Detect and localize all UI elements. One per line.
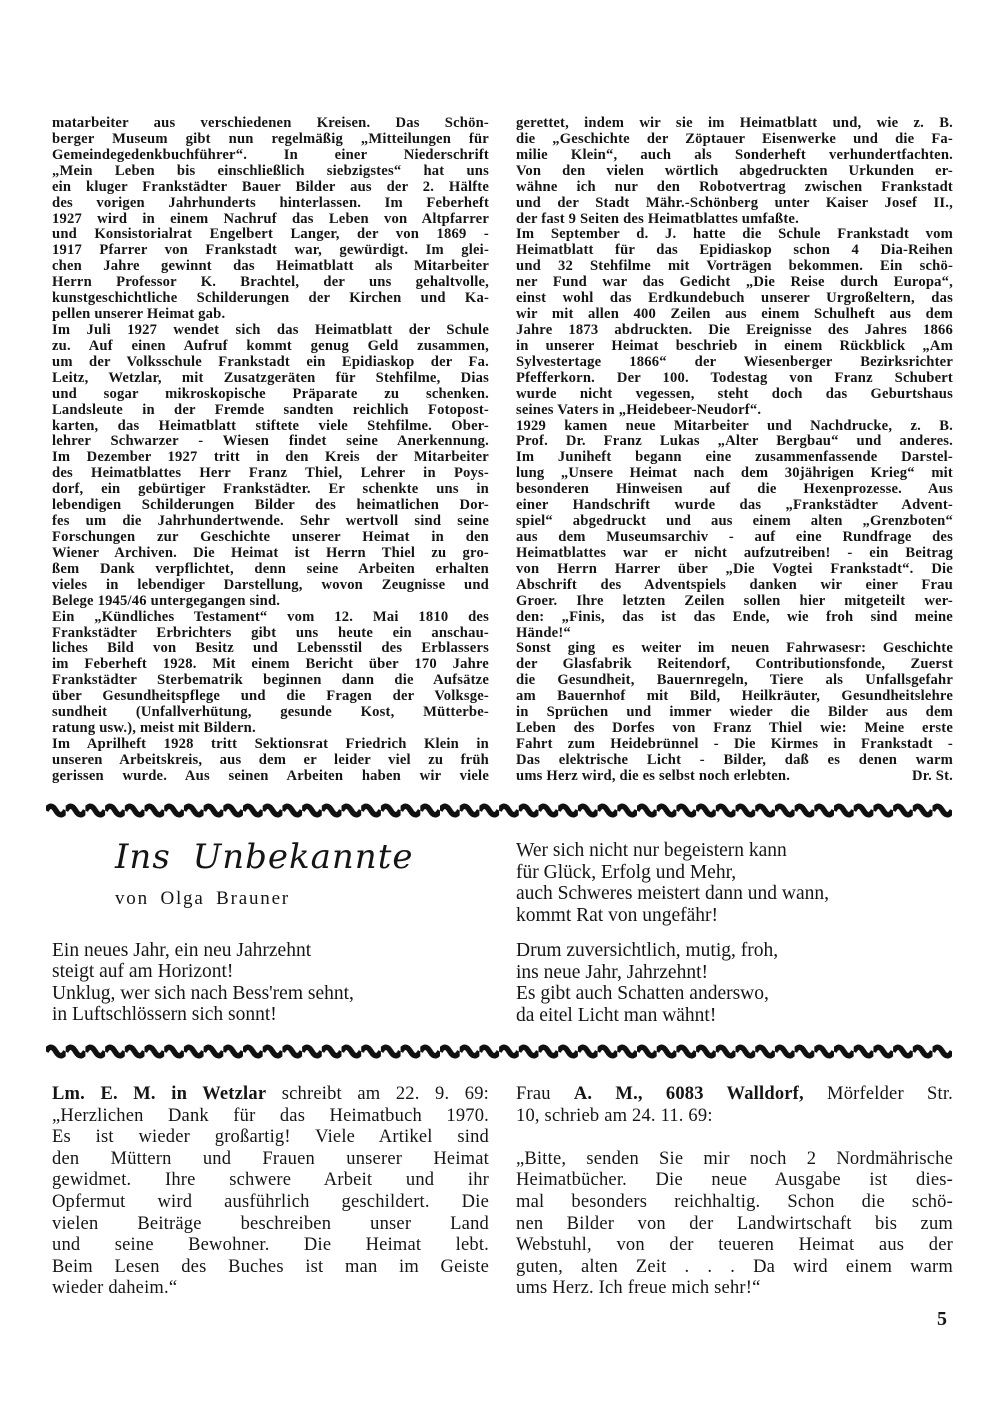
text: ums Herz wird, die es selbst noch erlebten.	[516, 767, 791, 784]
text-line: einer Handschrift wurde das „Frankstädter Advent-	[516, 497, 953, 514]
text: Mörfelder Str.	[803, 1084, 953, 1104]
poem-byline: von Olga Brauner	[115, 888, 290, 909]
text-line: der fast 9 Seiten des Heimatblattes umfaßte.	[516, 210, 799, 227]
text-line: 10, schrieb am 24. 11. 69:	[516, 1105, 713, 1126]
text-line: Landsleute in der Fremde sandten reichlich Fotopost-	[52, 401, 489, 418]
text-line: Opfermut wird ausführlich geschildert. Die	[52, 1191, 489, 1212]
text-line: den Müttern und Frauen unserer Heimat	[52, 1148, 489, 1169]
text-line: Webstuhl, von der teueren Heimat aus der	[516, 1235, 953, 1256]
text-line: Im September d. J. hatte die Schule Frankstadt vom	[516, 226, 953, 243]
text-line: einst wohl das Erdkundebuch unserer Urgroßeltern, das	[516, 290, 953, 307]
text-line: unseren Arbeitskreis, aus dem er leider viel zu früh	[52, 751, 489, 768]
bold-text: A. M., 6083 Walldorf,	[573, 1084, 804, 1104]
text-line: im Feberheft 1928. Mit einem Bericht über 170 Jahre	[52, 656, 489, 673]
text-line: und 32 Stehfilme mit Vorträgen bekommen. Ein schö-	[516, 258, 953, 275]
text-line: lung „Unsere Heimat nach dem 30jährigen Krieg“ mit	[516, 465, 953, 482]
text-line: des Heimatblattes Herr Franz Thiel, Lehrer in Poys-	[52, 465, 489, 482]
text-line: ein kluger Frankstädter Bauer Bilder aus der 2. Hälfte	[52, 178, 489, 195]
text-line: Pfefferkorn. Der 100. Todestag von Franz Schubert	[516, 369, 953, 386]
text-line: auch Schweres meistert dann und wann,	[516, 883, 829, 904]
text: schreibt am 22. 9. 69:	[266, 1084, 490, 1104]
text-line: die Gesundheit, Bauernregeln, Tiere als Unfallsgefahr	[516, 672, 953, 689]
poem-stanza-3	[516, 940, 953, 1026]
text-line: Heimatbücher. Die neue Ausgabe ist dies-	[516, 1170, 953, 1191]
text-line: Groer. Ihre letzten Zeilen sollen hier mitgeteilt wer-	[516, 592, 953, 609]
text-line	[516, 1127, 953, 1149]
text-line: Wiener Archiven. Die Heimat ist Herrn Thiel zu gro-	[52, 544, 489, 561]
text-line: die „Geschichte der Zöptauer Eisenwerke und die Fa-	[516, 130, 953, 147]
text-line: um der Volksschule Frankstadt ein Epidiaskop der Fa.	[52, 353, 489, 370]
text-line: „Herzlichen Dank für das Heimatbuch 1970.	[52, 1105, 489, 1126]
article-text-section	[52, 116, 953, 785]
text-line: mal besonders reichhaltig. Schon die schö-	[516, 1191, 953, 1212]
signature: Dr. St.	[912, 767, 953, 784]
text-line: gewidmet. Ihre schwere Arbeit und ihr	[52, 1170, 489, 1191]
text-line: 1929 kamen neue Mitarbeiter und Nachdrucke, z. B.	[516, 417, 953, 434]
text-line: in unserer Heimat beschrieb in einem Rückblick „Am	[516, 337, 953, 354]
text-line: des vorigen Jahrhunderts hinterlassen. Im Feberheft	[52, 194, 489, 211]
text-line: nen Bilder von der Landwirtschaft bis zum	[516, 1213, 953, 1234]
text-line: über Gesundheitspflege und die Fragen der Volksge-	[52, 688, 489, 705]
letter-wetzlar	[52, 1084, 489, 1300]
text-line: Sonst ging es weiter im neuen Fahrwasesr: Geschichte	[516, 640, 953, 657]
page-number: 5	[937, 1308, 947, 1330]
text-line: spiel“ abgedruckt und aus einem alten „Grenzboten“	[516, 513, 953, 530]
text-line: Herrn Professor K. Brachtel, der uns gehaltvolle,	[52, 274, 489, 291]
text-line: da eitel Licht man wähnt!	[516, 1004, 717, 1026]
text-line: von Herrn Harrer über „Die Vogtei Frankstadt“. Die	[516, 560, 953, 577]
text: Frau	[516, 1084, 574, 1104]
text-line: Abschrift des Adventspiels danken wir einer Frau	[516, 576, 953, 593]
text-line: karten, das Heimatblatt stiftete viele Stehfilme. Ober-	[52, 417, 489, 434]
wavy-divider-top	[46, 803, 952, 818]
text-line: „Bitte, senden Sie mir noch 2 Nordmährische	[516, 1148, 953, 1169]
text-line: Wer sich nicht nur begeistern kann	[516, 840, 787, 861]
text-line: chen Jahre gewinnt das Heimatblatt als Mitarbeiter	[52, 258, 489, 275]
text-line: Hände!“	[516, 624, 571, 641]
text-line: und seine Bewohner. Die Heimat lebt.	[52, 1235, 489, 1256]
text-line: Beim Lesen des Buches ist man im Geiste	[52, 1256, 489, 1277]
text-line: und der Stadt Mähr.-Schönberg unter Kaiser Josef II.,	[516, 194, 953, 211]
text-line: Heimatblattes war er nicht aufzutreiben! - ein Beitrag	[516, 544, 953, 561]
text-line: wurde nicht vegessen, steht doch das Geburtshaus	[516, 385, 953, 402]
text-line	[516, 1084, 953, 1106]
text-line: Frankstädter Sterbematrik beginnen dann die Aufsätze	[52, 672, 489, 689]
text-line: in Luftschlössern sich sonnt!	[52, 1004, 277, 1025]
poem-stanza-1	[52, 940, 489, 1026]
poem-title: Ins Unbekannte	[115, 837, 414, 877]
text-line: lebendigen Schilderungen Bilder des heimatlichen Dor-	[52, 497, 489, 514]
text-line: sundheit (Unfallverhütung, gesunde Kost, Mütterbe-	[52, 704, 489, 721]
text-line: steigt auf am Horizont!	[52, 961, 234, 982]
text-line: Fahrt zum Heidebrünnel - Die Kirmes in Frankstadt -	[516, 735, 953, 752]
text-line: gerettet, indem wir sie im Heimatblatt und, wie z. B.	[516, 115, 953, 131]
text-line: ins neue Jahr, Jahrzehnt!	[516, 961, 708, 983]
text-line: ßem Dank verpflichtet, denn seine Arbeiten erhalten	[52, 560, 489, 577]
text-line: Im Aprilheft 1928 tritt Sektionsrat Friedrich Klein in	[52, 735, 489, 752]
text-line: Im Juli 1927 wendet sich das Heimatblatt der Schule	[52, 321, 489, 338]
text-line: vielen Beiträge beschreiben unser Land	[52, 1213, 489, 1234]
text-line: der Glasfabrik Reitendorf, Contributionsfonde, Zuerst	[516, 656, 953, 673]
wavy-divider-bottom	[46, 1044, 952, 1059]
text-line: 1917 Pfarrer von Frankstadt war, gewürdigt. Im glei-	[52, 242, 489, 259]
poem-column-right	[516, 836, 953, 1026]
text-line: Drum zuversichtlich, mutig, froh,	[516, 940, 779, 961]
poem-column-left	[52, 836, 489, 1026]
text-line: Von den vielen wörtlich abgedruckten Urkunden er-	[516, 162, 953, 179]
text-line: 1927 wird in einem Nachruf das Leben von Altpfarrer	[52, 210, 489, 227]
text-line: für Glück, Erfolg und Mehr,	[516, 861, 737, 883]
text-line: den: „Finis, das ist das Ende, wie froh sind meine	[516, 608, 953, 625]
text-line: und sogar mikroskopische Präparate zu schenken.	[52, 385, 489, 402]
text-line: ums Herz. Ich freue mich sehr!“	[516, 1278, 761, 1299]
text-line: „Mein Leben bis einschließlich siebzigstes“ hat uns	[52, 162, 489, 179]
text-line: fes um die Jahrhundertwende. Sehr wertvoll sind seine	[52, 513, 489, 530]
bold-text: Lm. E. M. in Wetzlar	[52, 1084, 267, 1104]
text-line: ratung usw.), meist mit Bildern.	[52, 720, 256, 737]
text-line: Unklug, wer sich nach Bess'rem sehnt,	[52, 982, 354, 1004]
text-line: Im Dezember 1927 tritt in den Kreis der Mitarbeiter	[52, 449, 489, 466]
text-line: seines Vaters in „Heidebeer-Neudorf“.	[516, 401, 762, 418]
text-line: Im Juniheft begann eine zusammenfassende Darstel-	[516, 449, 953, 466]
text-line: Prof. Dr. Franz Lukas „Alter Bergbau“ und anderes.	[516, 433, 953, 450]
text-line: Es gibt auch Schatten anderswo,	[516, 983, 769, 1004]
text-line: Ein neues Jahr, ein neu Jahrzehnt	[52, 939, 312, 961]
text-line: Heimatblatt für das Epidiaskop schon 4 Dia-Reihen	[516, 242, 953, 259]
text-line: und Konsistorialrat Engelbert Langer, der von 1869 -	[52, 226, 489, 243]
text-line: aus dem Museumsarchiv - auf eine Rundfrage des	[516, 528, 953, 545]
text-line: am Bauernhof mit Bild, Heilkräuter, Gesundheitslehre	[516, 688, 953, 705]
text-line: Das elektrische Licht - Bilder, daß es denen warm	[516, 751, 953, 768]
poem-stanza-2	[516, 840, 953, 926]
text-line: Frankstädter Erbrichters gibt uns heute ein anschau-	[52, 624, 489, 641]
article-column-left	[52, 116, 489, 785]
text-line: pellen unserer Heimat gab.	[52, 306, 226, 323]
text-line: Leben des Dorfes von Franz Thiel wie: Meine erste	[516, 720, 953, 737]
text-line: guten, alten Zeit . . . Da wird einem warm	[516, 1256, 953, 1277]
text-line: Jahre 1873 abdruckten. Die Ereignisse des Jahres 1866	[516, 321, 953, 338]
text-line: kommt Rat von ungefähr!	[516, 904, 718, 926]
text-line: milie Klein“, auch als Sonderheft verhundertfachten.	[516, 146, 953, 163]
text-line: in Sprüchen und immer wieder die Bilder aus dem	[516, 704, 953, 721]
text-line: Forschungen zur Geschichte unserer Heimat in den	[52, 528, 489, 545]
text-line: Sylvestertage 1866“ der Wiesenberger Bezirksrichter	[516, 353, 953, 370]
text-line: vieles in lebendiger Darstellung, wovon Zeugnisse und	[52, 576, 489, 593]
text-line: zu. Auf einen Aufruf kommt genug Geld zusammen,	[52, 337, 489, 354]
text-line: Leitz, Wetzlar, mit Zusatzgeräten für Stehfilme, Dias	[52, 369, 489, 386]
text-line: ner Fund war das Gedicht „Die Reise durch Europa“,	[516, 274, 953, 291]
reader-letters-section	[52, 1084, 953, 1300]
text-line: liches Bild von Besitz und Lebensstil des Erblassers	[52, 640, 489, 657]
text-line: dorf, ein gebürtiger Frankstädter. Er schenkte uns in	[52, 481, 489, 498]
text-line: wir mit allen 400 Zeilen aus einem Schulheft aus dem	[516, 306, 953, 323]
text-line: Gemeindegedenkbuchführer“. In einer Niederschrift	[52, 146, 489, 163]
text-line	[516, 769, 953, 785]
letter-walldorf	[516, 1084, 953, 1300]
text-line: Es ist wieder großartig! Viele Artikel sind	[52, 1127, 489, 1148]
article-column-right	[516, 116, 953, 785]
text-line: Belege 1945/46 untergegangen sind.	[52, 592, 281, 609]
text-line	[52, 1084, 489, 1106]
poem-section	[52, 836, 953, 1026]
text-line: matarbeiter aus verschiedenen Kreisen. Das Schön-	[52, 115, 489, 131]
text-line: wähne ich nur den Robotvertrag zwischen Frankstadt	[516, 178, 953, 195]
text-line: gerissen wurde. Aus seinen Arbeiten haben wir viele	[52, 767, 489, 784]
text-line: kunstgeschichtliche Schilderungen der Kirchen und Ka-	[52, 290, 489, 307]
text-line: lehrer Schwarzer - Wiesen findet seine Anerkennung.	[52, 433, 489, 450]
text-line: wieder daheim.“	[52, 1278, 178, 1299]
text-line: Ein „Kündliches Testament“ vom 12. Mai 1810 des	[52, 608, 489, 625]
text-line: besonderen Hinweisen auf die Hexenprozesse. Aus	[516, 481, 953, 498]
text-line: berger Museum gibt nun regelmäßig „Mitteilungen für	[52, 130, 489, 147]
